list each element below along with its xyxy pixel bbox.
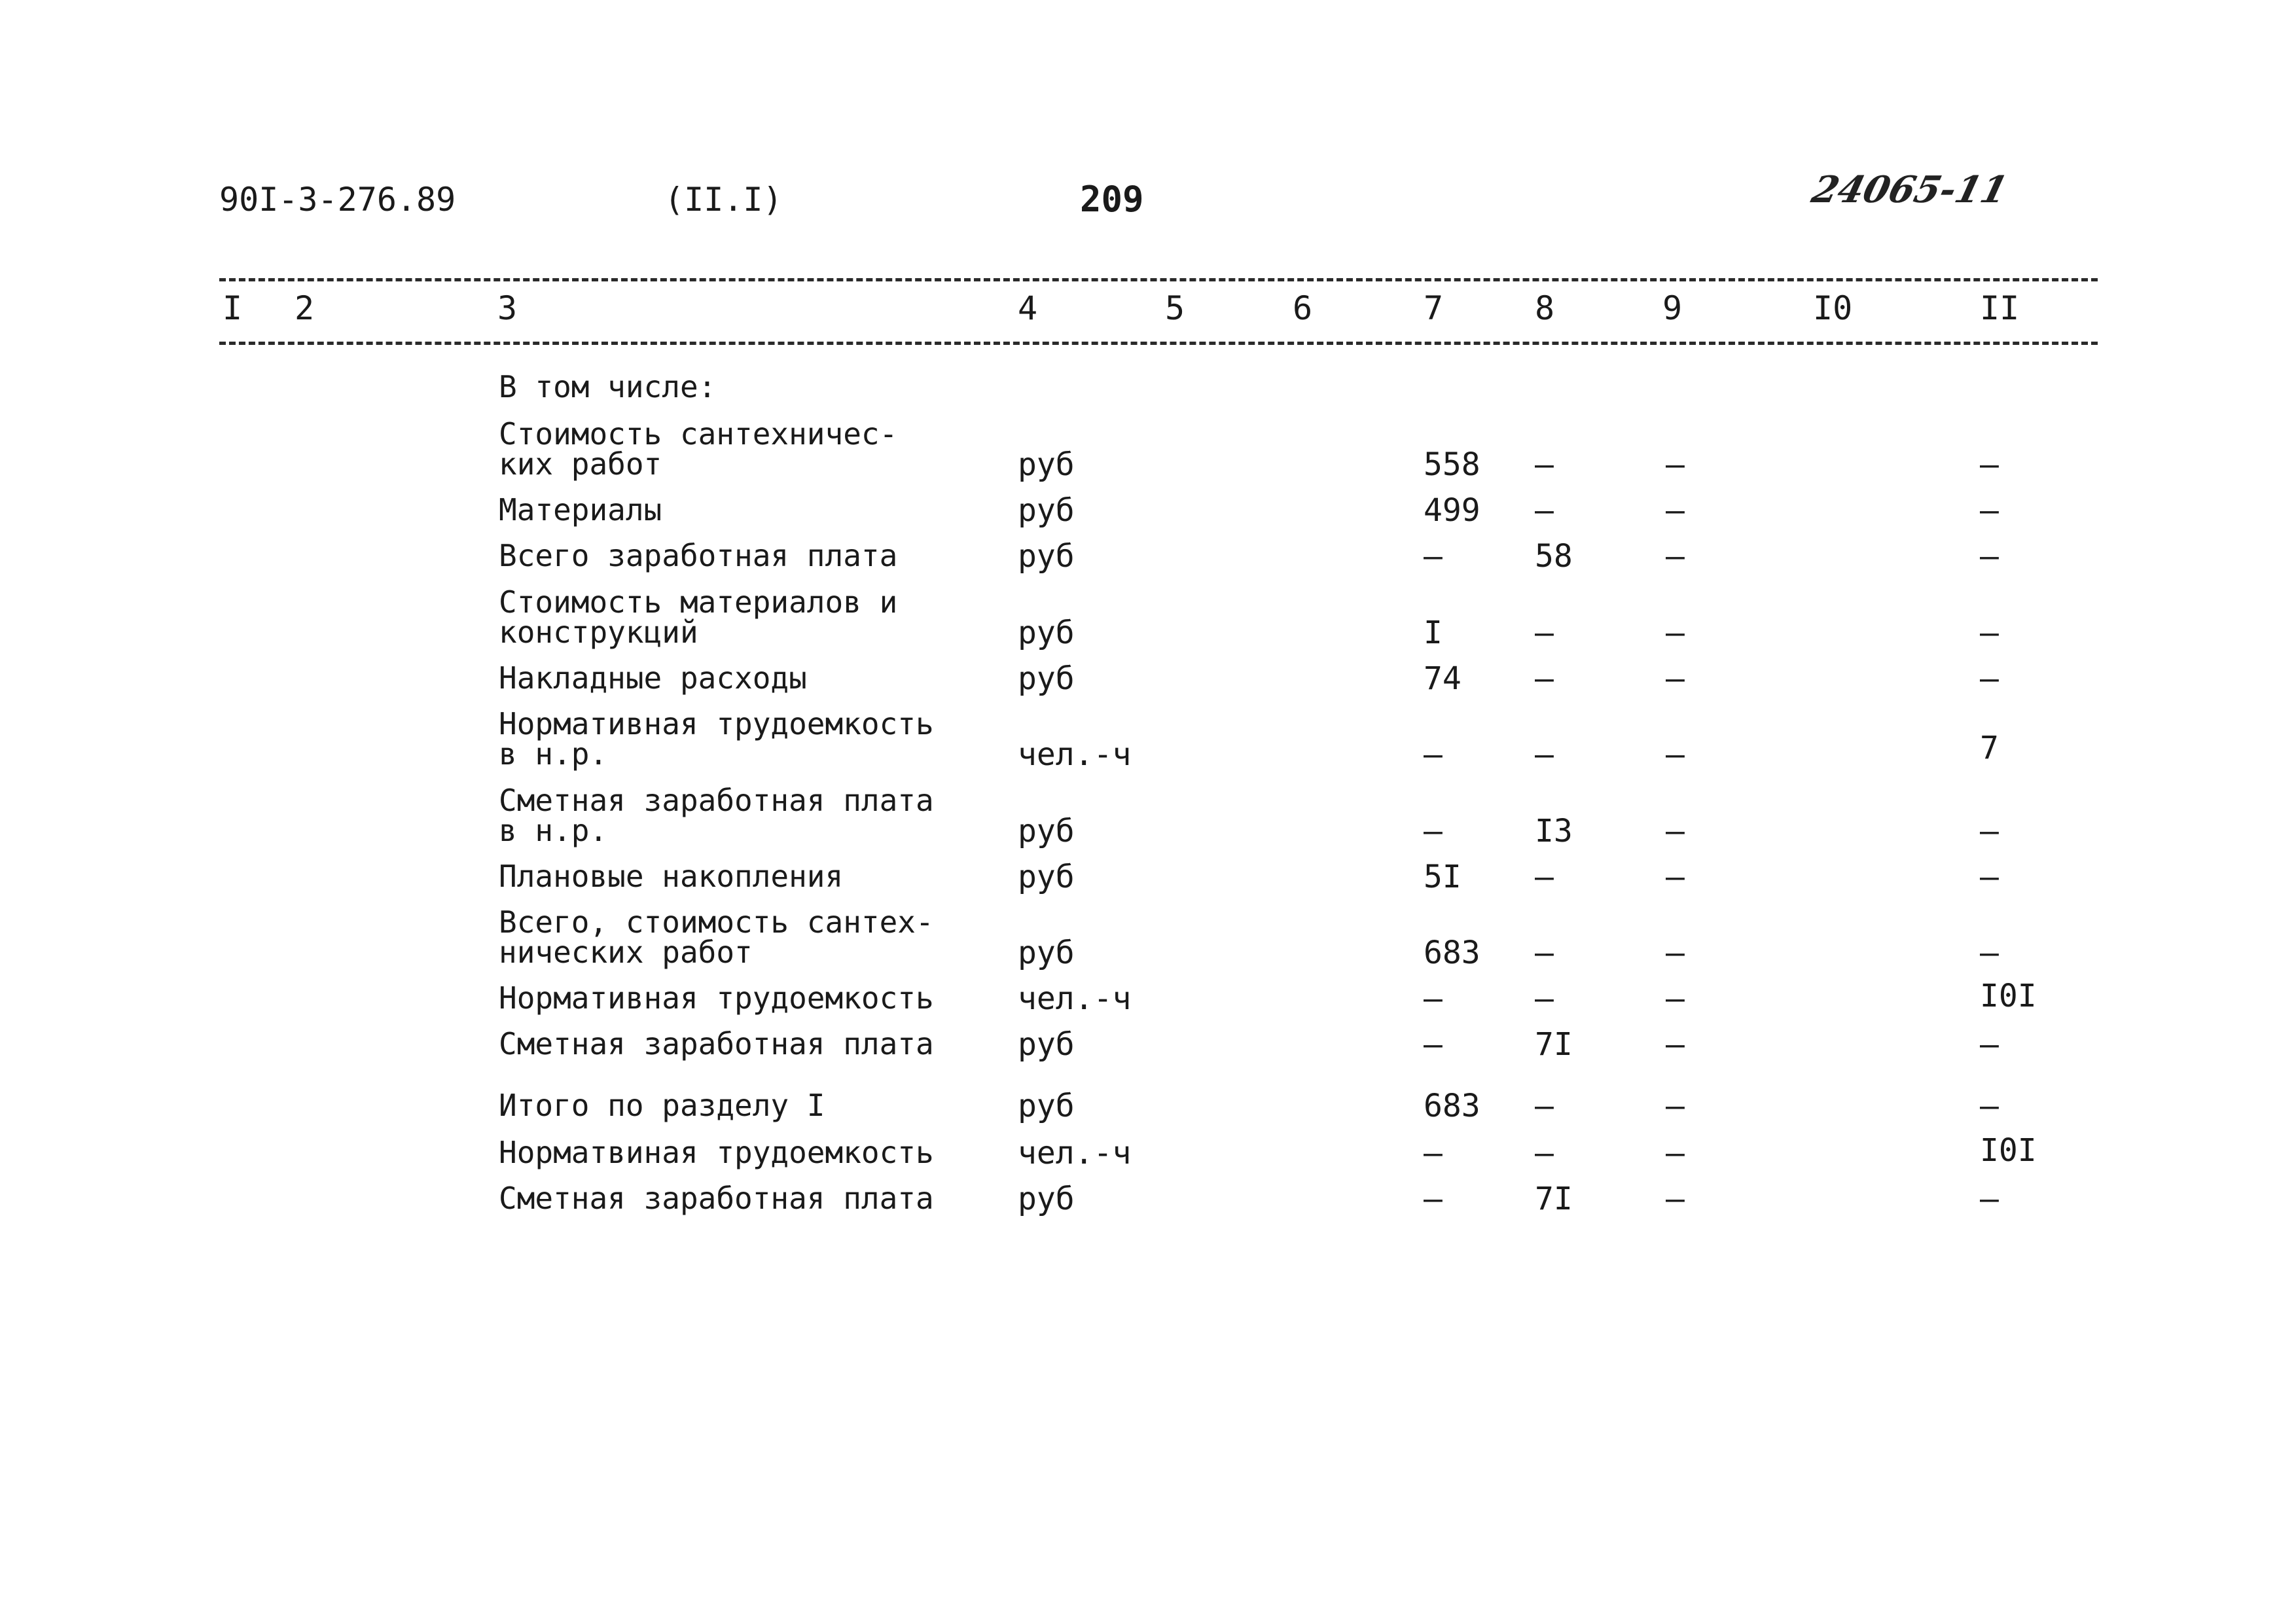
column-number-2: 2 [295, 289, 315, 327]
col9-cell: – [1666, 492, 1685, 529]
col11-cell: – [1980, 1181, 1999, 1217]
col7-cell: 683 [1424, 935, 1480, 971]
col8-cell: 58 [1535, 538, 1573, 575]
row-description: Плановые накопления [499, 859, 844, 894]
col7-cell: 558 [1424, 446, 1480, 483]
unit-cell: руб [1018, 1181, 1075, 1217]
row-description: Нормативная трудоемкость [499, 980, 934, 1016]
section-number: (II.I) [664, 181, 783, 219]
column-number-10: I0 [1813, 289, 1853, 327]
unit-cell: руб [1018, 615, 1075, 651]
col11-cell: – [1980, 1088, 1999, 1124]
col7-cell: 5I [1424, 859, 1462, 895]
col8-cell: – [1535, 859, 1554, 895]
col11-cell: – [1980, 615, 1999, 651]
col8-cell: – [1535, 736, 1554, 773]
column-number-4: 4 [1018, 289, 1038, 327]
column-number-6: 6 [1293, 289, 1313, 327]
column-number-8: 8 [1535, 289, 1555, 327]
unit-cell: руб [1018, 538, 1075, 575]
col9-cell: – [1666, 1135, 1685, 1171]
row-description: Стоимость материалов и конструкций [499, 584, 898, 650]
col9-cell: – [1666, 538, 1685, 575]
col9-cell: – [1666, 615, 1685, 651]
col9-cell: – [1666, 980, 1685, 1017]
column-number-11: II [1980, 289, 2020, 327]
page-number: 209 [1080, 179, 1144, 220]
row-description: Всего, стоимость сантех- нических работ [499, 904, 934, 970]
col7-cell: – [1424, 1026, 1443, 1063]
unit-cell: руб [1018, 1088, 1075, 1124]
unit-cell: руб [1018, 660, 1075, 697]
col11-cell: – [1980, 492, 1999, 529]
column-number-3: 3 [497, 289, 518, 327]
col8-cell: – [1535, 980, 1554, 1017]
col9-cell: – [1666, 859, 1685, 895]
col7-cell: 74 [1424, 660, 1462, 697]
col11-cell: – [1980, 538, 1999, 575]
unit-cell: чел.-ч [1018, 980, 1132, 1017]
unit-cell: руб [1018, 446, 1075, 483]
col11-cell: I0I [1980, 978, 2037, 1014]
table-top-rule [219, 278, 2098, 281]
col8-cell: – [1535, 935, 1554, 971]
col8-cell: – [1535, 446, 1554, 483]
row-description: Накладные расходы [499, 660, 807, 696]
col7-cell: – [1424, 538, 1443, 575]
col11-cell: – [1980, 1026, 1999, 1063]
col8-cell: – [1535, 1135, 1554, 1171]
col7-cell: 499 [1424, 492, 1480, 529]
col9-cell: – [1666, 446, 1685, 483]
col7-cell: – [1424, 1135, 1443, 1171]
row-description: В том числе: [499, 369, 717, 404]
col8-cell: – [1535, 1088, 1554, 1124]
document-code: 90I-3-276.89 [219, 181, 456, 219]
table-header-rule [219, 342, 2098, 345]
col11-cell: – [1980, 660, 1999, 697]
handwritten-archive-number: 24065-11 [1807, 168, 2013, 211]
col7-cell: – [1424, 813, 1443, 849]
col11-cell: – [1980, 813, 1999, 849]
column-number-7: 7 [1424, 289, 1444, 327]
col8-cell: I3 [1535, 813, 1573, 849]
col8-cell: – [1535, 660, 1554, 697]
row-description: Материалы [499, 492, 662, 527]
row-description: Норматвиная трудоемкость [499, 1135, 934, 1170]
col8-cell: 7I [1535, 1026, 1573, 1063]
col9-cell: – [1666, 935, 1685, 971]
col8-cell: – [1535, 615, 1554, 651]
unit-cell: руб [1018, 492, 1075, 529]
unit-cell: руб [1018, 935, 1075, 971]
col8-cell: 7I [1535, 1181, 1573, 1217]
col9-cell: – [1666, 1088, 1685, 1124]
unit-cell: руб [1018, 1026, 1075, 1063]
row-description: Стоимость сантехничес- ких работ [499, 416, 898, 482]
unit-cell: руб [1018, 859, 1075, 895]
col7-cell: – [1424, 1181, 1443, 1217]
column-number-5: 5 [1165, 289, 1185, 327]
row-description: Итого по разделу I [499, 1088, 825, 1123]
col9-cell: – [1666, 736, 1685, 773]
col9-cell: – [1666, 660, 1685, 697]
col9-cell: – [1666, 1181, 1685, 1217]
row-description: Нормативная трудоемкость в н.р. [499, 706, 934, 772]
col8-cell: – [1535, 492, 1554, 529]
row-description: Всего заработная плата [499, 538, 898, 573]
column-number-1: I [223, 289, 243, 327]
unit-cell: чел.-ч [1018, 1135, 1132, 1171]
col9-cell: – [1666, 1026, 1685, 1063]
col11-cell: – [1980, 446, 1999, 483]
unit-cell: руб [1018, 813, 1075, 849]
unit-cell: чел.-ч [1018, 736, 1132, 773]
col11-cell: – [1980, 859, 1999, 895]
row-description: Сметная заработная плата в н.р. [499, 783, 934, 848]
row-description: Сметная заработная плата [499, 1026, 934, 1061]
col7-cell: – [1424, 736, 1443, 773]
col11-cell: 7 [1980, 730, 1999, 766]
col7-cell: I [1424, 615, 1443, 651]
col7-cell: 683 [1424, 1088, 1480, 1124]
col11-cell: – [1980, 935, 1999, 971]
row-description: Сметная заработная плата [499, 1181, 934, 1216]
col11-cell: I0I [1980, 1132, 2037, 1169]
column-number-9: 9 [1662, 289, 1683, 327]
col9-cell: – [1666, 813, 1685, 849]
col7-cell: – [1424, 980, 1443, 1017]
